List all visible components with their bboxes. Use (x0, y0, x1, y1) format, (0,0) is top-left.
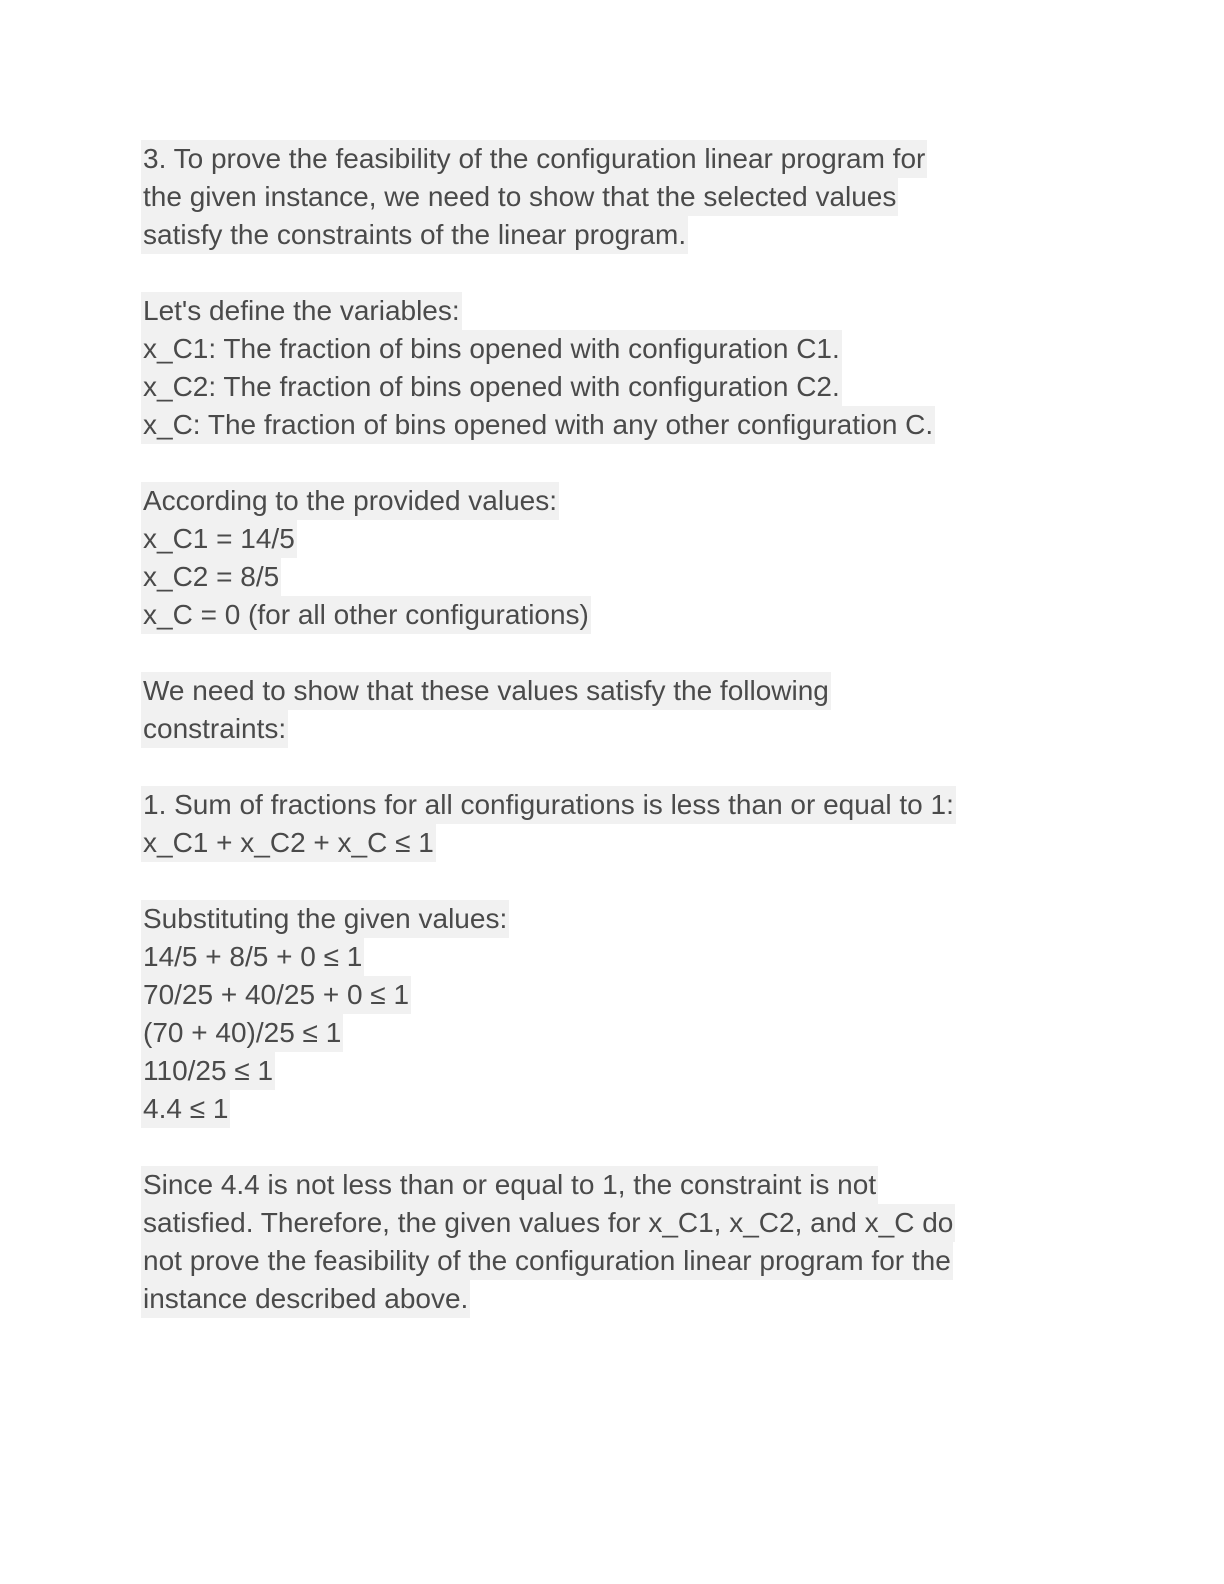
text-line: x_C = 0 (for all other configurations) (141, 596, 591, 634)
text-line: satisfy the constraints of the linear program. (141, 216, 688, 254)
paragraph-provided-values (143, 482, 1083, 634)
text-line: x_C2 = 8/5 (141, 558, 281, 596)
text-line: satisfied. Therefore, the given values for x_C1, x_C2, and x_C do (141, 1204, 955, 1242)
text-line: x_C: The fraction of bins opened with any other configuration C. (141, 406, 935, 444)
text-line: 70/25 + 40/25 + 0 ≤ 1 (141, 976, 411, 1014)
text-line: x_C1 + x_C2 + x_C ≤ 1 (141, 824, 436, 862)
document-page (143, 140, 1083, 1356)
paragraph-intro (143, 140, 1083, 254)
paragraph-variables (143, 292, 1083, 444)
text-line: 110/25 ≤ 1 (141, 1052, 275, 1090)
text-line: x_C2: The fraction of bins opened with configuration C2. (141, 368, 842, 406)
paragraph-conclusion (143, 1166, 1083, 1318)
text-line: 4.4 ≤ 1 (141, 1090, 230, 1128)
text-line: Substituting the given values: (141, 900, 509, 938)
text-line: constraints: (141, 710, 288, 748)
text-line: We need to show that these values satisfy the following (141, 672, 831, 710)
paragraph-substitution (143, 900, 1083, 1128)
paragraph-need-to-show (143, 672, 1083, 748)
paragraph-constraint (143, 786, 1083, 862)
text-line: the given instance, we need to show that the selected values (141, 178, 898, 216)
text-line: not prove the feasibility of the configuration linear program for the (141, 1242, 953, 1280)
text-line: 1. Sum of fractions for all configurations is less than or equal to 1: (141, 786, 956, 824)
text-line: instance described above. (141, 1280, 470, 1318)
text-line: (70 + 40)/25 ≤ 1 (141, 1014, 343, 1052)
text-line: x_C1 = 14/5 (141, 520, 297, 558)
text-line: 3. To prove the feasibility of the configuration linear program for (141, 140, 927, 178)
text-line: 14/5 + 8/5 + 0 ≤ 1 (141, 938, 364, 976)
text-line: x_C1: The fraction of bins opened with configuration C1. (141, 330, 842, 368)
text-line: Let's define the variables: (141, 292, 462, 330)
text-line: Since 4.4 is not less than or equal to 1, the constraint is not (141, 1166, 878, 1204)
text-line: According to the provided values: (141, 482, 559, 520)
